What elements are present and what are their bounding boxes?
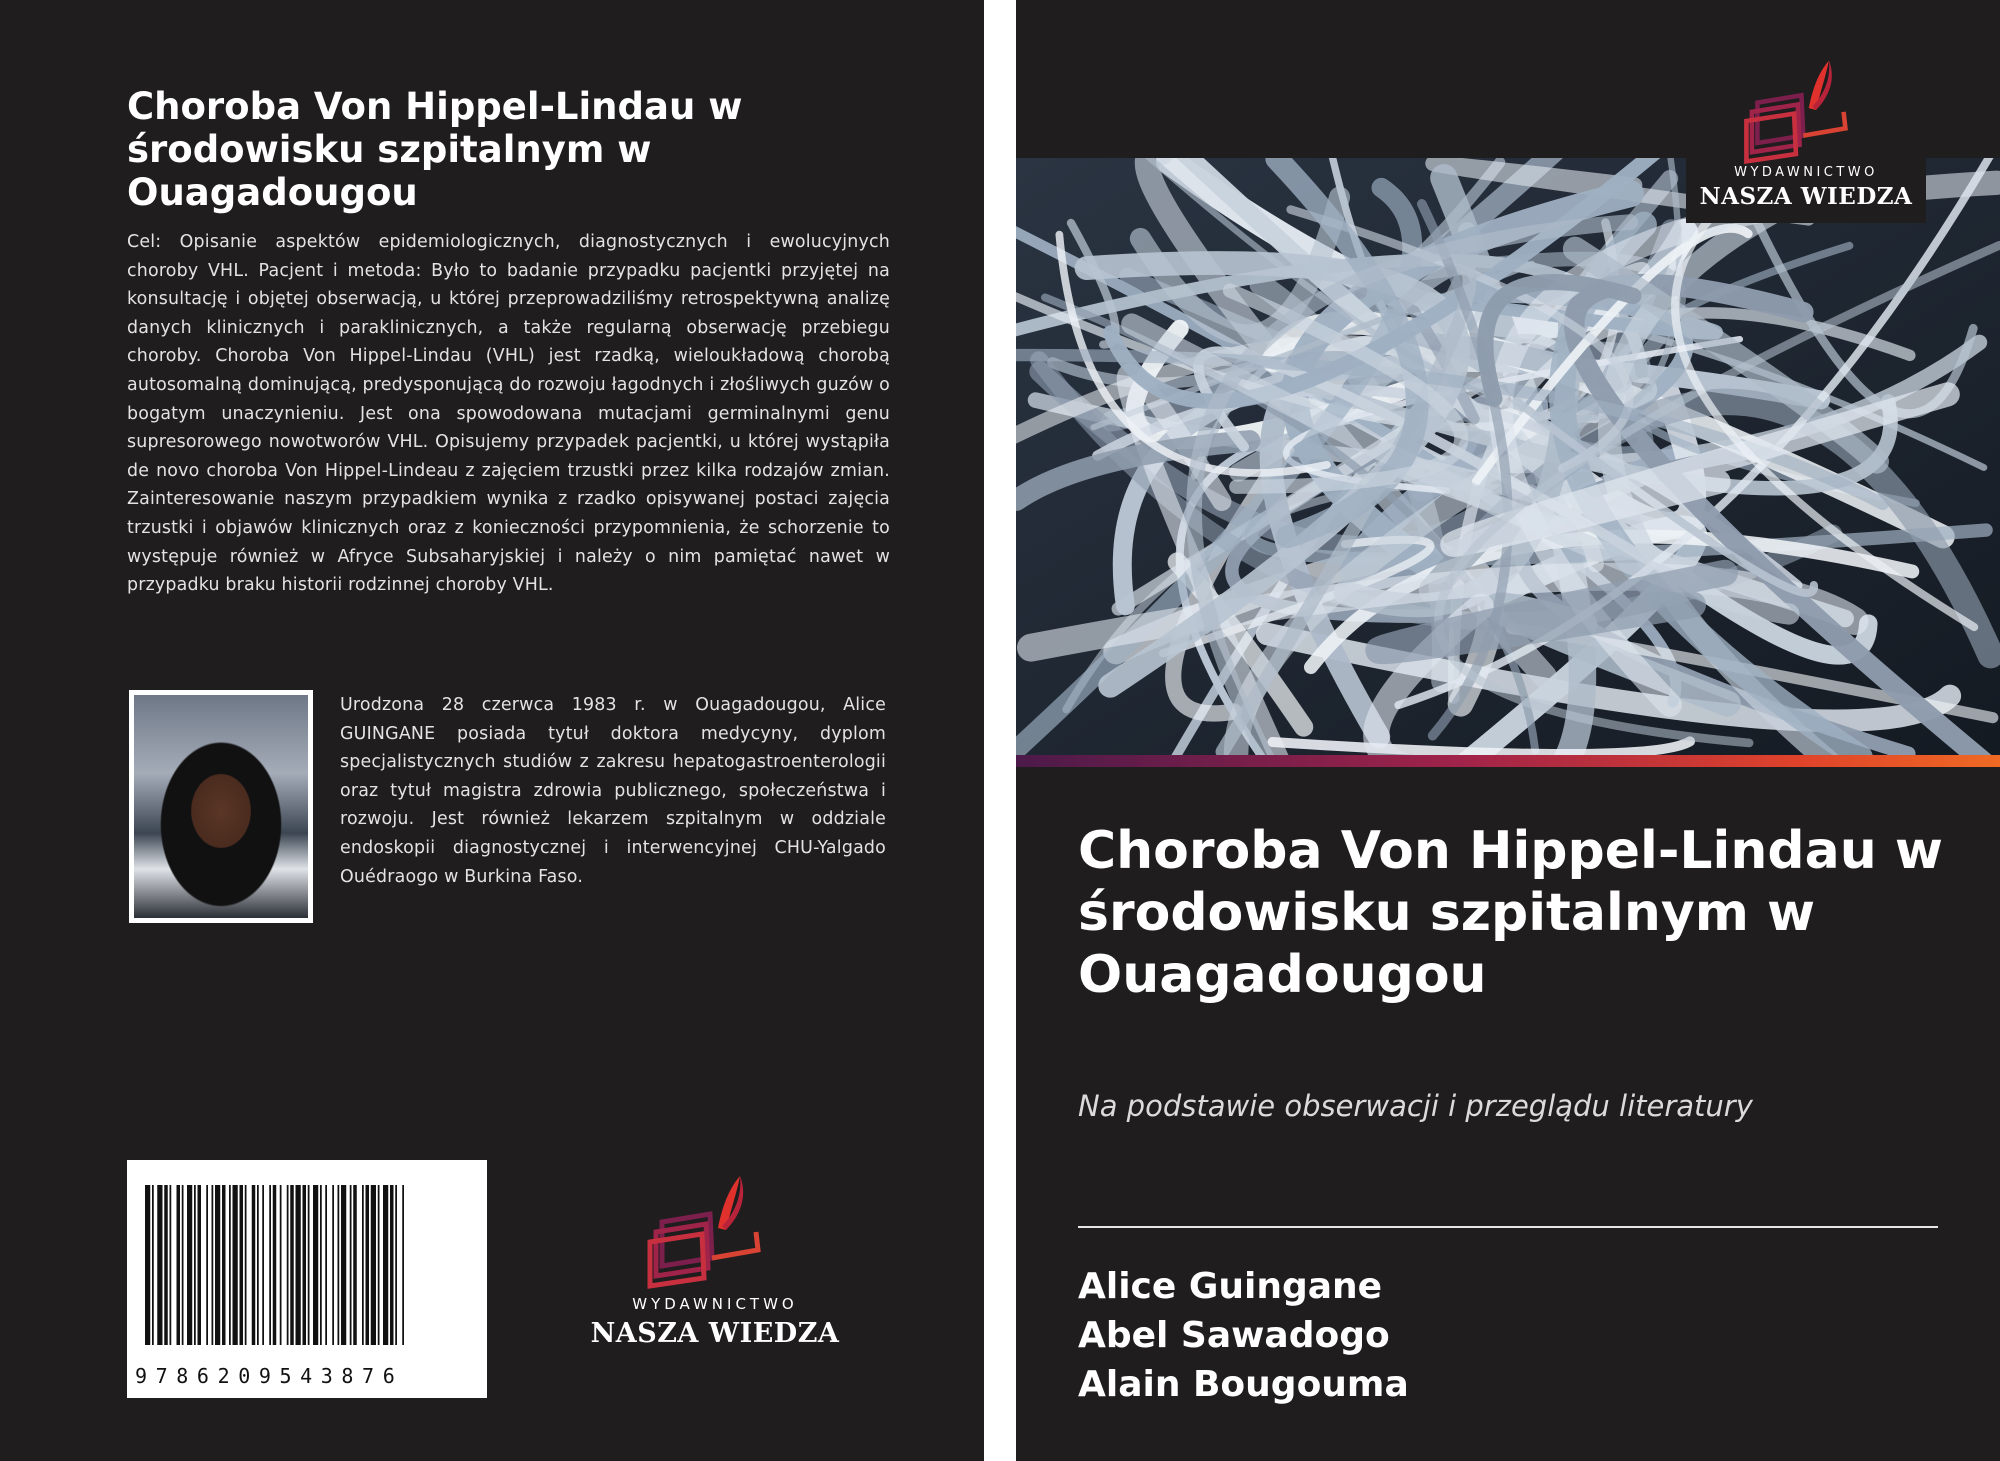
author-name: Alain Bougouma xyxy=(1078,1364,1409,1405)
publisher-logo-front xyxy=(1686,55,1926,223)
book-quill-icon xyxy=(1686,55,1926,165)
front-cover-title: Choroba Von Hippel-Lindau w środowisku szpitalnym w Ouagadougou xyxy=(1078,821,1943,1005)
isbn-barcode xyxy=(127,1160,487,1398)
isbn-digits: 9786209543876 xyxy=(135,1364,404,1388)
barcode-bars xyxy=(145,1185,469,1345)
publisher-label-small: WYDAWNICTWO xyxy=(1734,165,1878,180)
divider xyxy=(1078,1226,1938,1228)
publisher-label-small: WYDAWNICTWO xyxy=(632,1295,798,1313)
back-cover xyxy=(0,0,984,1461)
cover-antlers-image xyxy=(1016,158,2000,755)
publisher-label-big: NASZA WIEDZA xyxy=(1699,183,1913,210)
author-portrait-image xyxy=(134,695,308,918)
publisher-label-big: NASZA WIEDZA xyxy=(590,1318,840,1349)
antlers-illustration xyxy=(1016,158,2000,755)
back-cover-blurb: Cel: Opisanie aspektów epidemiologicznych, diagnostycznych i ewolucyjnych choroby VHL. Pacjent i metoda: Było to badanie przypadku pacjentki przyjętej na konsultację i objętej obserwacją, u której przeprowadziliśmy retrospektywną analizę danych klinicznych i paraklinicznych, a także regularną obserwację przebiegu choroby. Choroba Von Hippel-Lindau (VHL) jest rzadką, wieloukładową chorobą autosomalną dominującą, predysponującą do rozwoju łagodnych i złośliwych guzów o bogatym unaczynieniu. Jest ona spowodowana mutacjami germinalnymi genu supresorowego nowotworów VHL. Opisujemy przypadek pacjentki, u której wystąpiła de novo choroba Von Hippel-Lindeau z zajęciem trzustki przez kilka rodzajów zmian. Zainteresowanie naszym przypadkiem wynika z rzadko opisywanej postaci zajęcia trzustki i objawów klinicznych oraz z konieczności przypomnienia, że schorzenie to występuje również w Afryce Subsaharyjskiej i należy o nim pamiętać nawet w przypadku braku historii rodzinnej choroby VHL. xyxy=(127,232,890,596)
front-cover xyxy=(1016,0,2000,1461)
author-bio: Urodzona 28 czerwca 1983 r. w Ouagadougou, Alice GUINGANE posiada tytuł doktora medycyny, dyplom specjalistycznych studiów z zakresu hepatogastroenterologii oraz tytuł magistra zdrowia publicznego, społeczeństwa i rozwoju. Jest również lekarzem szpitalnym w oddziale endoskopii diagnostycznej i interwencyjnej CHU-Yalgado Ouédraogo w Burkina Faso. xyxy=(340,695,886,887)
author-photo xyxy=(129,690,313,923)
author-list xyxy=(1078,1262,1958,1409)
accent-bar xyxy=(1016,755,2000,767)
author-name: Alice Guingane xyxy=(1078,1266,1383,1307)
front-cover-subtitle: Na podstawie obserwacji i przeglądu literatury xyxy=(1078,1089,1753,1123)
publisher-logo-back xyxy=(590,1170,840,1360)
back-cover-title: Choroba Von Hippel-Lindau w środowisku szpitalnym w Ouagadougou xyxy=(127,85,743,214)
book-quill-icon xyxy=(590,1170,840,1290)
author-name: Abel Sawadogo xyxy=(1078,1315,1390,1356)
